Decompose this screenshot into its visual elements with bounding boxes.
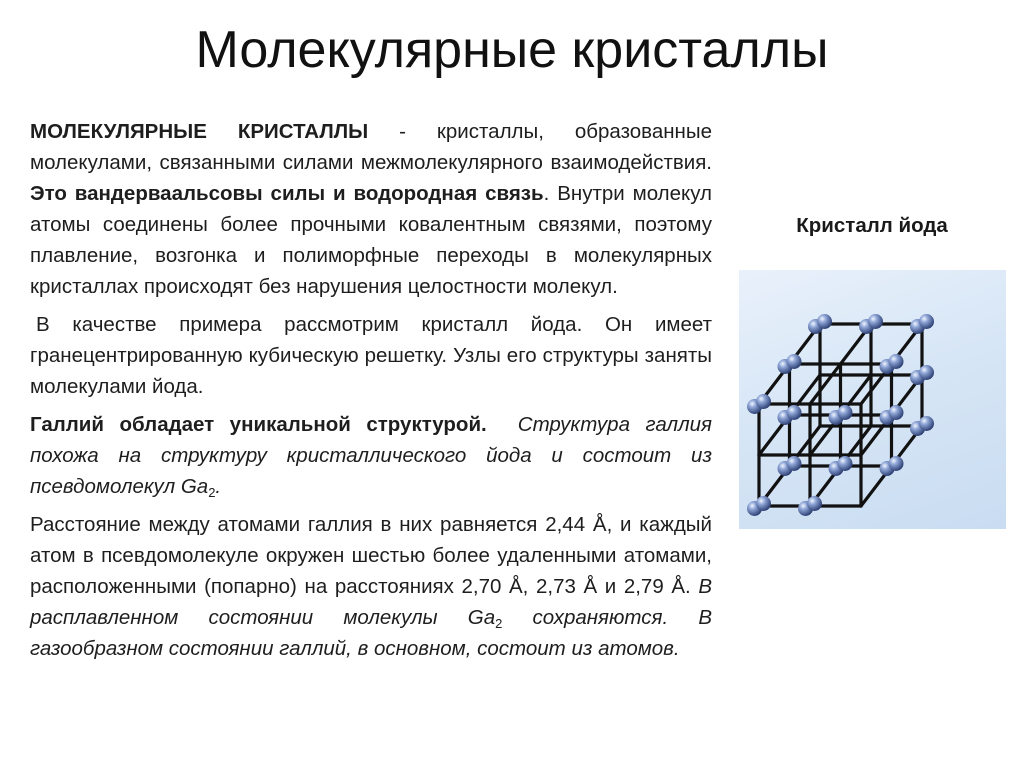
- gallium-structure-text: Структура галлия похожа на структуру кристаллического йода и состоит из псевдомолекул Ga: [30, 413, 713, 498]
- forces-emphasis: Это вандерваальсовы силы и водородная связь: [30, 182, 544, 205]
- definition-text: - кристаллы, образованные молекулами, связанными силами межмолекулярного взаимодействия.: [30, 120, 712, 174]
- iodine-atom: [919, 365, 934, 380]
- iodine-crystal-figure: [739, 270, 1006, 529]
- molten-state-text: В расплавленном состоянии молекулы Ga: [30, 575, 712, 629]
- definition-text-continued: . Внутри молекул атомы соединены более прочными ковалентным связями, поэтому плавление, возгонка и полиморфные переходы в молекулярных кристаллах происходят без нарушения целостности молекул.: [30, 182, 712, 298]
- paragraph-gallium-distances: [30, 509, 712, 664]
- figure-caption: Кристалл йода: [796, 214, 948, 237]
- iodine-atom: [838, 405, 853, 420]
- subscript-2: 2: [495, 616, 503, 631]
- slide-title: Молекулярные кристаллы: [195, 21, 829, 79]
- iodine-atom: [817, 314, 832, 329]
- iodine-atom: [756, 496, 771, 511]
- gaseous-state-text: сохраняются. В газообразном состоянии галлий, в основном, состоит из атомов.: [30, 606, 712, 660]
- subscript-2: 2: [208, 485, 216, 500]
- iodine-atom: [838, 456, 853, 471]
- term-molecular-crystals: МОЛЕКУЛЯРНЫЕ КРИСТАЛЛЫ: [30, 120, 369, 143]
- gallium-emphasis: Галлий обладает уникальной структурой.: [30, 413, 487, 436]
- body-text: [30, 116, 712, 671]
- iodine-atom: [889, 354, 904, 369]
- iodine-atom: [919, 314, 934, 329]
- iodine-atom: [868, 314, 883, 329]
- paragraph-iodine-example: В качестве примера рассмотрим кристалл йода. Он имеет гранецентрированную кубическую решетку. Узлы его структуры заняты молекулами йода.: [30, 313, 712, 398]
- iodine-atom: [889, 405, 904, 420]
- iodine-atom: [787, 456, 802, 471]
- paragraph-gallium: [30, 409, 712, 502]
- distances-text: Расстояние между атомами галлия в них равняется 2,44 Å, и каждый атом в псевдомолекуле окружен шестью более удаленными атомами, расположенными (попарно) на расстояниях 2,70 Å, 2,73 Å и 2,79 Å.: [30, 513, 712, 598]
- paragraph-definition: [30, 116, 712, 302]
- iodine-atom: [756, 394, 771, 409]
- iodine-atom: [787, 354, 802, 369]
- iodine-atom: [889, 456, 904, 471]
- iodine-crystal-lattice-icon: [739, 270, 1006, 529]
- iodine-atom: [807, 496, 822, 511]
- period: .: [215, 475, 222, 498]
- iodine-atom: [919, 416, 934, 431]
- iodine-atom: [787, 405, 802, 420]
